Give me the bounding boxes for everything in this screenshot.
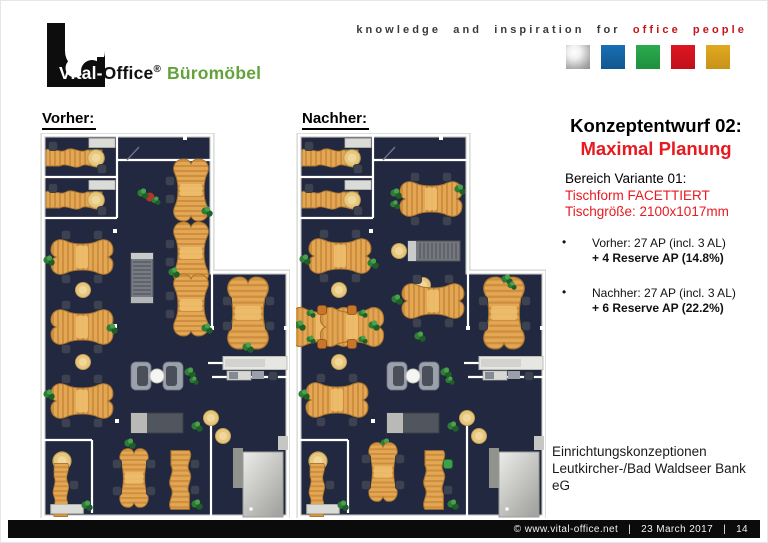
desk-facetted [306,383,368,418]
logo-text-office: Office [102,63,154,83]
desk-facetted [51,240,113,275]
concept-title [548,114,764,160]
registered-mark-icon: ® [153,64,162,76]
workstation-stats [560,236,760,336]
variant-line3: Tischgröße: 2100x1017mm [565,204,729,219]
variant-line2: Tischform FACETTIERT [565,187,710,203]
brand-color-chip-blue [601,45,625,69]
floorplan-after [296,133,546,518]
floorplan-before [40,133,290,518]
tagline-prefix: knowledge and inspiration for [356,24,621,36]
variant-info [565,171,729,221]
footer-date: 23 March 2017 [641,523,714,535]
copier-cabinet [131,253,153,303]
logo-text-bueromoebel: Büromöbel [167,63,262,83]
logo-text-vital: Vital- [59,63,103,83]
logo-wordmark [59,63,261,84]
desk-facetted [51,384,113,419]
footer-page-number: 14 [736,523,748,535]
desk-facetted [309,239,371,274]
client-line3: eG [552,478,571,493]
desk-facetted [228,277,269,349]
concept-title-line1: Konzeptentwurf 02: [570,115,742,136]
vital-office-logo [0,0,260,100]
desk-facetted [484,277,525,349]
client-info [552,443,746,494]
desk-facetted [369,443,397,502]
brand-color-chip-silver [566,45,590,69]
before-plan-label: Vorher: [42,110,96,130]
desk-wave [170,451,191,510]
variant-line1: Bereich Variante 01: [565,171,687,186]
footer-separator: | [628,523,632,535]
desk-facetted [400,182,462,217]
desk-wave [424,451,445,510]
brand-color-chip-red [671,45,695,69]
brand-tagline [356,24,747,36]
brand-color-chip-green [636,45,660,69]
tagline-highlight: office people [632,24,747,36]
stat-after-line2: + 6 Reserve AP (22.2%) [592,301,724,315]
stat-after [560,286,760,316]
stat-after-line1: Nachher: 27 AP (incl. 3 AL) [592,286,736,300]
footer-bar [8,520,760,538]
desk-facetted [120,449,148,508]
after-plan-label: Nachher: [302,110,369,130]
new-desk-cluster [296,306,384,349]
stat-before-line2: + 4 Reserve AP (14.8%) [592,251,724,265]
sideboard-cabinet [408,241,460,261]
footer-copyright: © www.vital-office.net [513,523,619,535]
brand-color-chips [566,45,730,69]
client-line2: Leutkircher-/Bad Waldseer Bank [552,461,746,476]
stat-before-line1: Vorher: 27 AP (incl. 3 AL) [592,236,726,250]
bullet-icon: • [562,285,567,299]
client-line1: Einrichtungskonzeptionen [552,444,707,459]
brand-color-chip-gold [706,45,730,69]
desk-facetted [402,284,464,319]
desk-facetted [51,310,113,345]
bullet-icon: • [562,235,567,249]
concept-title-line2: Maximal Planung [580,138,732,159]
footer-separator: | [723,523,727,535]
stat-before [560,236,760,266]
